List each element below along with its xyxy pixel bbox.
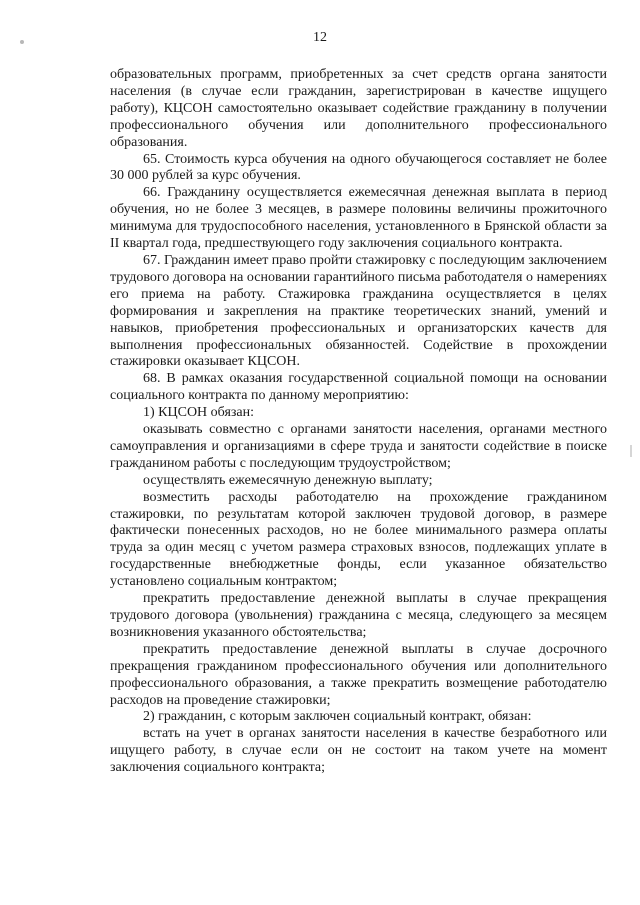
obligation-item: возместить расходы работодателю на прохождение гражданином стажировки, по результатам которой заключен трудовой договор, в размере фактически понесенных расходов, но не более минимального размера оплаты труда за один месяц с учетом размера страховых взносов, подлежащих уплате в государственные внебюджетные фонды, если указанное обязательство установлено социальным контрактом; — [110, 489, 607, 590]
scan-edge-mark — [630, 445, 632, 457]
page-number: 12 — [313, 30, 327, 45]
obligation-item: оказывать совместно с органами занятости населения, органами местного самоуправления и организациями в сфере труда и занятости содействие в поиске гражданином работы с последующим трудоустройством; — [110, 422, 607, 471]
obligation-item: прекратить предоставление денежной выплаты в случае досрочного прекращения гражданином профессионального обучения или дополнительного профессионального образования, а также прекратить возмещение работодателю расходов на проведение стажировки; — [110, 641, 607, 708]
subitem-2-heading: 2) гражданин, с которым заключен социальный контракт, обязан: — [143, 709, 532, 725]
obligation-item: встать на учет в органах занятости населения в качестве безработного или ищущего работу, в случае если он не состоит на таком учете на момент заключения социального контракта; — [110, 726, 607, 776]
paragraph-68: 68. В рамках оказания государственной социальной помощи на основании социального контракта по данному мероприятию: — [110, 371, 607, 404]
subitem-1-heading: 1) КЦСОН обязан: — [143, 405, 255, 421]
obligation-item: осуществлять ежемесячную денежную выплату; — [143, 472, 433, 488]
paragraph-67: 67. Гражданин имеет право пройти стажировку с последующим заключением трудового договора на основании гарантийного письма работодателя о намерениях его приема на работу. Стажировка гражданина осуществляется в целях формирования и закрепления на практике теоретических знаний, умений и навыков, приобретения профессиональных и организаторских качеств для выполнения профессиональных обязанностей. Содействие в прохождении стажировки оказывает КЦСОН. — [110, 252, 607, 370]
document-body — [110, 67, 607, 777]
obligation-item: прекратить предоставление денежной выплаты в случае прекращения трудового договора (увольнения) гражданина с месяца, следующего за месяцем возникновения указанного обстоятельства; — [110, 591, 607, 640]
paragraph-65: 65. Стоимость курса обучения на одного обучающегося составляет не более 30 000 рублей за курс обучения. — [110, 151, 607, 184]
paragraph-continuation: образовательных программ, приобретенных за счет средств органа занятости населения (в случае если гражданин, зарегистрирован в качестве ищущего работу), КЦСОН самостоятельно оказывает содействие гражданину в получении профессионального обучения или дополнительного профессионального образования. — [110, 67, 607, 150]
paragraph-66: 66. Гражданину осуществляется ежемесячная денежная выплата в период обучения, но не более 3 месяцев, в размере половины величины прожиточного минимума для трудоспособного населения, установленного в Брянской области за II квартал года, предшествующего году заключения социального контракта. — [110, 185, 607, 252]
